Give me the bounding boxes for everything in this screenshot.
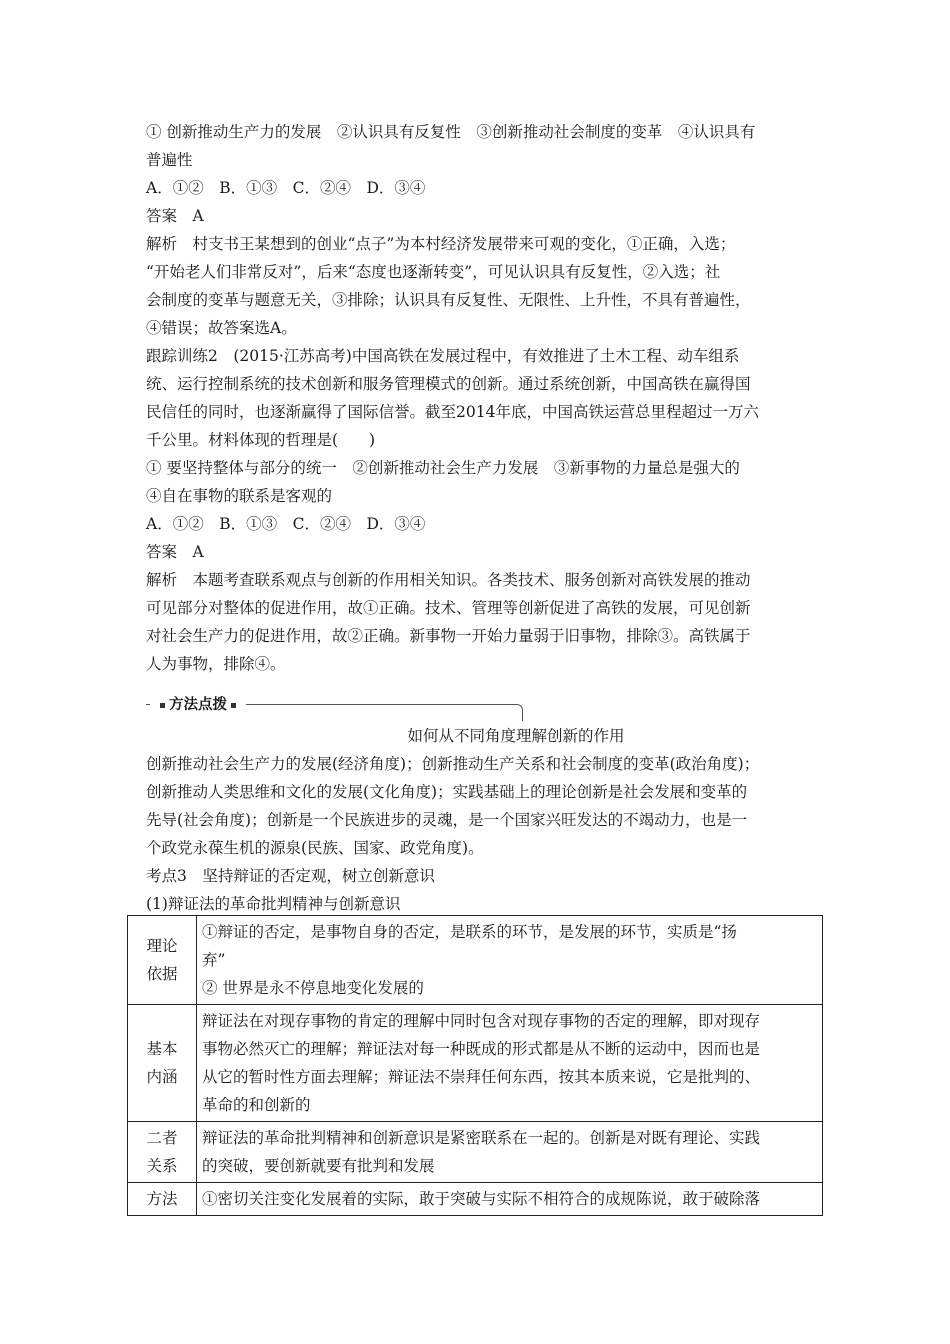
content-line: 事物必然灭亡的理解；辩证法对每一种既成的形式都是从不断的运动中，因而也是 [202, 1040, 761, 1058]
point3-subheading: (1)辩证法的革命批判精神与创新意识 [146, 895, 401, 913]
q1-options: ① 创新推动生产力的发展 ②认识具有反复性 ③创新推动社会制度的变革 ④认识具有 [146, 123, 756, 141]
content-line: 弃” [202, 951, 226, 969]
content-line: ①密切关注变化发展着的实际，敢于突破与实际不相符合的成规陈说，敢于破除落 [202, 1190, 761, 1208]
row-content [197, 916, 823, 1005]
row-content [197, 1183, 823, 1216]
content-line: 革命的和创新的 [202, 1096, 311, 1114]
row-header-line: 内涵 [146, 1068, 178, 1086]
q2-analysis-line: 解析 本题考查联系观点与创新的作用相关知识。各类技术、服务创新对高铁发展的推动 [146, 571, 751, 589]
content-line: ② 世界是永不停息地变化发展的 [202, 979, 424, 997]
q1-analysis-line: “开始老人们非常反对”，后来“态度也逐渐转变”，可见认识具有反复性，②入选；社 [146, 263, 721, 281]
q2-options: ① 要坚持整体与部分的统一 ②创新推动社会生产力发展 ③新事物的力量总是强大的 [146, 459, 740, 477]
q2-options-cont: ④自在事物的联系是客观的 [146, 487, 333, 505]
q2-stem-line: 千公里。材料体现的哲理是( ) [146, 431, 376, 449]
document-page [146, 118, 816, 918]
row-header-line: 方法 [146, 1190, 178, 1208]
method-box-label [150, 691, 246, 719]
q1-answer: 答案 A [146, 207, 204, 225]
row-content [197, 1122, 823, 1183]
question-1 [146, 118, 816, 342]
method-body-line: 先导(社会角度)；创新是一个民族进步的灵魂，是一个国家兴旺发达的不竭动力，也是一 [146, 811, 748, 829]
q2-stem-line: 跟踪训练2 (2015·江苏高考)中国高铁在发展过程中，有效推进了土木工程、动车组系 [146, 347, 740, 365]
method-body-line: 个政党永葆生机的源泉(民族、国家、政党角度)。 [146, 839, 484, 857]
table-row [128, 1122, 823, 1183]
q2-stem-line: 民信任的同时，也逐渐赢得了国际信誉。截至2014年底，中国高铁运营总里程超过一万六 [146, 403, 759, 421]
q1-choices: A．①② B．①③ C．②④ D．③④ [146, 179, 426, 197]
method-title: 如何从不同角度理解创新的作用 [407, 727, 625, 745]
content-line: 辩证法在对现存事物的肯定的理解中同时包含对现存事物的否定的理解，即对现存 [202, 1012, 761, 1030]
row-header-line: 理论 [146, 937, 178, 955]
row-header [128, 1183, 197, 1216]
method-body-line: 创新推动人类思维和文化的发展(文化角度)；实践基础上的理论创新是社会发展和变革的 [146, 783, 748, 801]
q1-analysis-line: 会制度的变革与题意无关，③排除；认识具有反复性、无限性、上升性，不具有普遍性， [146, 291, 751, 309]
row-header-line: 关系 [146, 1157, 178, 1175]
square-bullet-icon [231, 703, 236, 708]
row-header-line: 依据 [146, 965, 178, 983]
method-box-label-text: 方法点拨 [169, 697, 227, 713]
row-content [197, 1005, 823, 1122]
q2-answer: 答案 A [146, 543, 204, 561]
square-bullet-icon [160, 703, 165, 708]
concept-table [127, 915, 823, 1216]
q2-choices: A．①② B．①③ C．②④ D．③④ [146, 515, 426, 533]
content-line: ①辩证的否定，是事物自身的否定，是联系的环节，是发展的环节，实质是“扬 [202, 923, 737, 941]
method-box-header [146, 694, 524, 722]
row-header [128, 1122, 197, 1183]
table-row [128, 916, 823, 1005]
row-header [128, 916, 197, 1005]
q1-analysis-line: 解析 村支书王某想到的创业“点子”为本村经济发展带来可观的变化，①正确，入选； [146, 235, 736, 253]
q2-analysis-line: 对社会生产力的促进作用，故②正确。新事物一开始力量弱于旧事物，排除③。高铁属于 [146, 627, 751, 645]
content-line: 从它的暂时性方面去理解；辩证法不崇拜任何东西，按其本质来说，它是批判的、 [202, 1068, 761, 1086]
row-header [128, 1005, 197, 1122]
row-header-line: 基本 [146, 1040, 178, 1058]
q2-stem-line: 统、运行控制系统的技术创新和服务管理模式的创新。通过系统创新，中国高铁在赢得国 [146, 375, 751, 393]
content-line: 辩证法的革命批判精神和创新意识是紧密联系在一起的。创新是对既有理论、实践 [202, 1129, 761, 1147]
question-2 [146, 342, 816, 678]
q1-options-cont: 普遍性 [146, 151, 193, 169]
point3-heading: 考点3 坚持辩证的否定观，树立创新意识 [146, 867, 435, 885]
method-body-line: 创新推动社会生产力的发展(经济角度)；创新推动生产关系和社会制度的变革(政治角度)； [146, 755, 760, 773]
q2-analysis-line: 人为事物，排除④。 [146, 655, 286, 673]
content-line: 的突破，要创新就要有批判和发展 [202, 1157, 435, 1175]
q2-analysis-line: 可见部分对整体的促进作用，故①正确。技术、管理等创新促进了高铁的发展，可见创新 [146, 599, 751, 617]
q1-analysis-line: ④错误；故答案选A。 [146, 319, 297, 337]
table-row [128, 1183, 823, 1216]
table-row [128, 1005, 823, 1122]
row-header-line: 二者 [146, 1129, 178, 1147]
